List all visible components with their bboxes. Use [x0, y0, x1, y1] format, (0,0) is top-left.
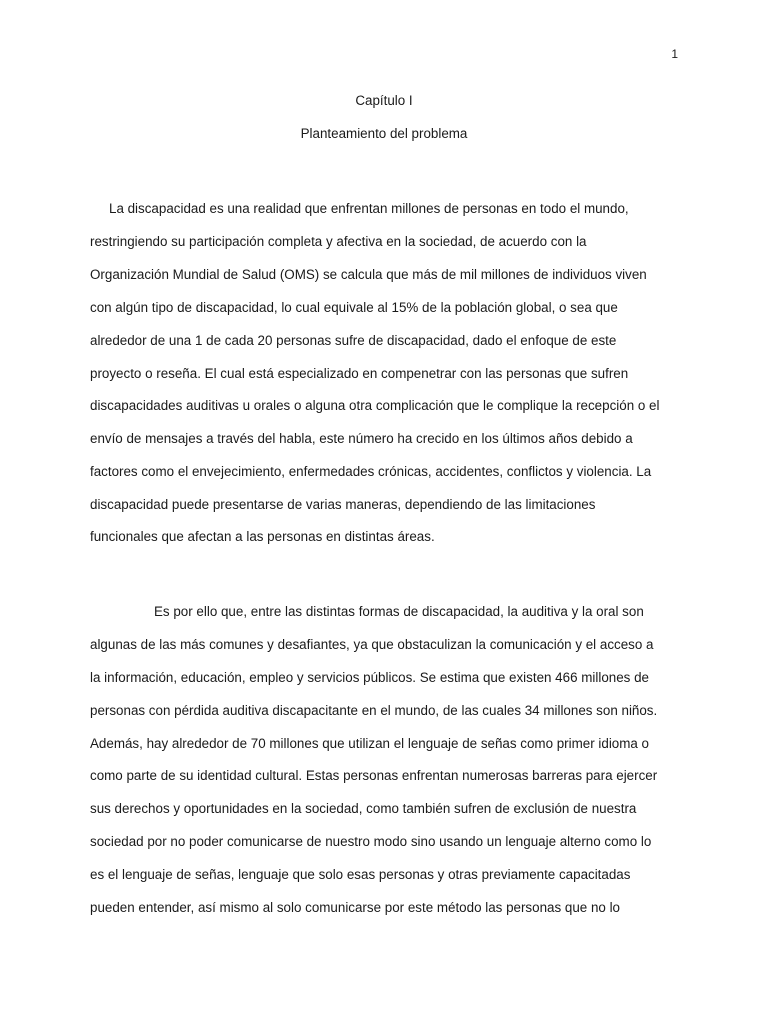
- paragraph-line: pueden entender, así mismo al solo comunicarse por este método las personas que no lo: [90, 900, 620, 915]
- paragraph-line: discapacidad puede presentarse de varias maneras, dependiendo de las limitaciones: [90, 497, 596, 512]
- paragraph-line: algunas de las más comunes y desafiantes, ya que obstaculizan la comunicación y el acceso a: [90, 637, 654, 652]
- paragraph-line: es el lenguaje de señas, lenguaje que solo esas personas y otras previamente capacitadas: [90, 867, 631, 882]
- section-title: Planteamiento del problema: [300, 126, 468, 141]
- paragraph-line: la información, educación, empleo y servicios públicos. Se estima que existen 466 millones de: [90, 670, 649, 685]
- paragraph-line: La discapacidad es una realidad que enfrentan millones de personas en todo el mundo,: [109, 201, 629, 216]
- paragraph-line: personas con pérdida auditiva discapacitante en el mundo, de las cuales 34 millones son niños.: [90, 703, 658, 718]
- paragraph-line: envío de mensajes a través del habla, este número ha crecido en los últimos años debido a: [90, 431, 633, 446]
- paragraph-line: Organización Mundial de Salud (OMS) se calcula que más de mil millones de individuos viven: [90, 267, 647, 282]
- paragraph-line: Además, hay alrededor de 70 millones que utilizan el lenguaje de señas como primer idioma o: [90, 736, 650, 751]
- paragraph-line: proyecto o reseña. El cual está especializado en compenetrar con las personas que sufren: [90, 366, 629, 381]
- page-number: 1: [671, 47, 678, 61]
- paragraph-line: con algún tipo de discapacidad, lo cual equivale al 15% de la población global, o sea que: [90, 300, 618, 315]
- chapter-heading: Capítulo I: [355, 93, 413, 108]
- paragraph-line: restringiendo su participación completa y afectiva en la sociedad, de acuerdo con la: [90, 234, 587, 249]
- paragraph-line: funcionales que afectan a las personas en distintas áreas.: [90, 529, 435, 544]
- paragraph-line: sus derechos y oportunidades en la sociedad, como también sufren de exclusión de nuestra: [90, 801, 637, 816]
- paragraph-line: Es por ello que, entre las distintas formas de discapacidad, la auditiva y la oral son: [154, 604, 644, 619]
- paragraph-line: alrededor de una 1 de cada 20 personas sufre de discapacidad, dado el enfoque de este: [90, 333, 617, 348]
- paragraph-line: como parte de su identidad cultural. Estas personas enfrentan numerosas barreras para ejercer: [90, 768, 658, 783]
- paragraph-line: sociedad por no poder comunicarse de nuestro modo sino usando un lenguaje alterno como lo: [90, 834, 652, 849]
- paragraph-line: discapacidades auditivas u orales o alguna otra complicación que le complique la recepción o el: [90, 398, 660, 413]
- paragraph-line: factores como el envejecimiento, enfermedades crónicas, accidentes, conflictos y violencia. La: [90, 464, 652, 479]
